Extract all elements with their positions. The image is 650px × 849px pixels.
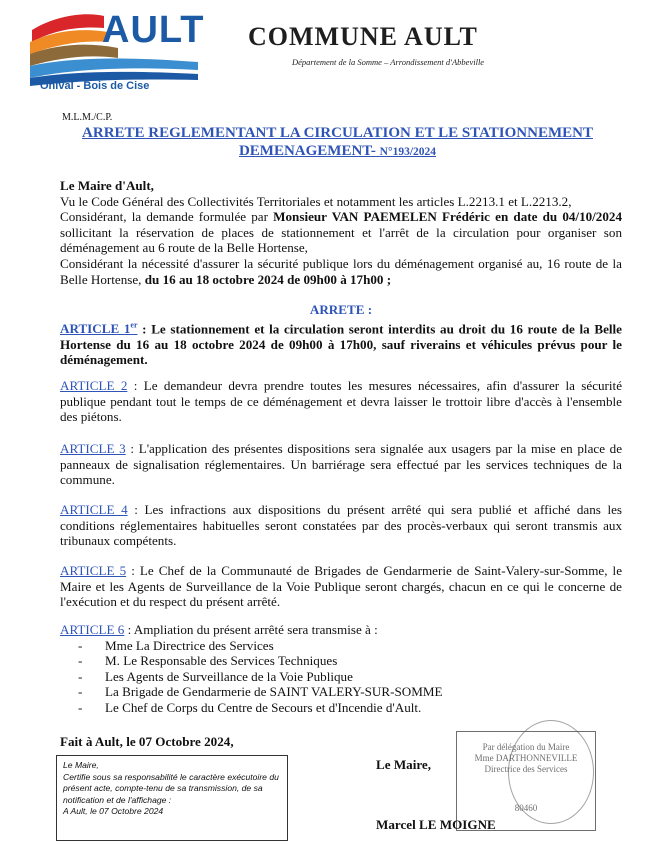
- list-item: - Mme La Directrice des Services: [60, 638, 622, 654]
- article-6: ARTICLE 6 : Ampliation du présent arrêté sera transmise à :: [60, 622, 378, 637]
- considerant-1-rest: sollicitant la réservation de places de stationnement et l'arrêt de la circulation pour organiser son déménagement au 6 route de la Belle Hortense,: [60, 224, 622, 256]
- article-4-label: ARTICLE 4: [60, 502, 128, 517]
- considerant-1-text: Considérant, la demande formulée par: [60, 209, 274, 225]
- decree-number: N°193/2024: [379, 146, 437, 158]
- decree-title-line1: ARRETE REGLEMENTANT LA CIRCULATION ET LE STATIONNEMENT: [82, 125, 593, 141]
- article-2-block: [60, 378, 622, 425]
- preamble-vu: Vu le Code Général des Collectivités Territoriales et notamment les articles L.2213.1 et L.2213.2,: [60, 193, 572, 209]
- delegation-stamp: [456, 731, 596, 831]
- list-item: - La Brigade de Gendarmerie de SAINT VALERY-SUR-SOMME: [60, 684, 622, 700]
- certification-title: Le Maire,: [63, 760, 99, 770]
- list-item: - M. Le Responsable des Services Techniques: [60, 653, 622, 669]
- stamp-line-3: Directrice des Services: [484, 764, 568, 774]
- article-3-label: ARTICLE 3: [60, 441, 126, 456]
- list-item: - Le Chef de Corps du Centre de Secours et d'Incendie d'Ault.: [60, 700, 622, 716]
- stamp-line-2: Mme DARTHONNEVILLE: [474, 753, 578, 763]
- preamble-maire: Le Maire d'Ault,: [60, 178, 154, 193]
- article-6-text: Ampliation du présent arrêté sera transmise à :: [133, 622, 378, 637]
- article-4-text: Les infractions aux dispositions du présent arrêté qui sera publié et affiché dans les conditions réglementaires habituelles seront constatées par des procès-verbaux qui seront transmis aux tribunaux compétents.: [60, 502, 622, 549]
- stamp-line-1: Par délégation du Maire: [482, 742, 570, 752]
- article-5-block: [60, 563, 622, 610]
- article-3-block: [60, 441, 622, 488]
- article-2-text: Le demandeur devra prendre toutes les mesures nécessaires, afin d'assurer la sécurité publique pendant tout le temps de ce déménagement et devra laisser le trottoir libre d'accès à l'ensemble des piétons.: [60, 378, 623, 425]
- article-5: ARTICLE 5 : Le Chef de la Communauté de Brigades de Gendarmerie de Saint-Valery-sur-Somme, le Maire et les Agents de Surveillance de la Voie Publique seront chargés, chacun en ce qui le concerne de l'exécution et du respect du présent arrêté.: [60, 563, 623, 610]
- article-6-label: ARTICLE 6: [60, 622, 125, 637]
- article-4: ARTICLE 4 : Les infractions aux dispositions du présent arrêté qui sera publié et affiché dans les conditions réglementaires habituelles seront constatées par des procès-verbaux qui seront transmis aux tribunaux compétents.: [60, 502, 622, 549]
- recipient-list: [60, 638, 622, 716]
- considerant-2-text: Considérant la nécessité d'assurer la sécurité publique lors du déménagement organisé au, 16 route de la Belle Hortense,: [60, 255, 622, 287]
- article-2-label: ARTICLE 2: [60, 378, 128, 393]
- commune-title: COMMUNE AULT: [248, 22, 478, 51]
- article-5-text: Le Chef de la Communauté de Brigades de Gendarmerie de Saint-Valery-sur-Somme, le Maire et les Agents de Surveillance de la Voie Publique seront chargés, chacun en ce qui le concerne de l'exécution et du respect du présent arrêté.: [60, 563, 623, 610]
- article-4-block: [60, 502, 622, 549]
- decree-title-line2: [50, 142, 625, 161]
- article-3: ARTICLE 3 : L'application des présentes dispositions sera signalée aux usagers par la mise en place de panneaux de signalisation réglementaires. Un barriérage sera effectué par les services techniques de la commune.: [60, 441, 623, 488]
- preamble-considerant-2: [60, 256, 622, 287]
- logo-subtitle: Onival - Bois de Cise: [40, 80, 150, 92]
- article-6-block: [60, 622, 622, 716]
- certification-box: [56, 755, 288, 841]
- article-1: ARTICLE 1er : Le stationnement et la circulation seront interdits au droit du 16 route de la Belle Hortense du 16 au 18 octobre 2024 de 09h00 à 17h00, sauf riverains et véhicules prévus pour le déménagement.: [60, 320, 622, 368]
- arrete-heading: ARRETE :: [309, 302, 373, 317]
- list-item: - Les Agents de Surveillance de la Voie Publique: [60, 669, 622, 685]
- considerant-1-requester: Monsieur VAN PAEMELEN Frédéric en date du 04/10/2024: [273, 209, 622, 225]
- preamble-considerant-1: [60, 209, 622, 256]
- done-at-line: Fait à Ault, le 07 Octobre 2024,: [60, 734, 234, 749]
- reference: M.L.M./C.P.: [62, 112, 113, 123]
- certification-date: A Ault, le 07 Octobre 2024: [63, 806, 164, 817]
- stamp-code: 80460: [514, 803, 538, 813]
- considerant-2-dates: du 16 au 18 octobre 2024 de 09h00 à 17h00 ;: [144, 271, 392, 287]
- logo-title: AULT: [102, 9, 205, 51]
- decree-title-word: DEMENAGEMENT-: [238, 143, 376, 159]
- article-1-text: Le stationnement et la circulation seront interdits au droit du 16 route de la Belle Hortense du 16 au 18 octobre 2024 de 09h00 à 17h00, sauf riverains et véhicules prévus pour le déménagement.: [60, 320, 622, 368]
- article-3-text: L'application des présentes dispositions sera signalée aux usagers par la mise en place de panneaux de signalisation réglementaires. Un barriérage sera effectué par les services techniques de la commune.: [60, 441, 623, 488]
- preamble: [60, 178, 622, 287]
- certification-text: Certifie sous sa responsabilité le caractère exécutoire du présent acte, compte-tenu de sa transmission, de sa notification et de l'affichage :: [63, 771, 279, 805]
- signatory-name: Marcel LE MOIGNE: [376, 817, 496, 832]
- department-line: Département de la Somme – Arrondissement d'Abbeville: [292, 57, 485, 67]
- article-1-block: [60, 302, 622, 368]
- signature-role: Le Maire,: [376, 757, 432, 772]
- article-1-label: ARTICLE 1er: [60, 320, 138, 336]
- article-2: ARTICLE 2 : Le demandeur devra prendre toutes les mesures nécessaires, afin d'assurer la sécurité publique pendant tout le temps de ce déménagement et devra laisser le trottoir libre d'accès à l'ensemble des piétons.: [60, 378, 623, 425]
- commune-logo: [28, 8, 204, 100]
- article-5-label: ARTICLE 5: [60, 563, 127, 578]
